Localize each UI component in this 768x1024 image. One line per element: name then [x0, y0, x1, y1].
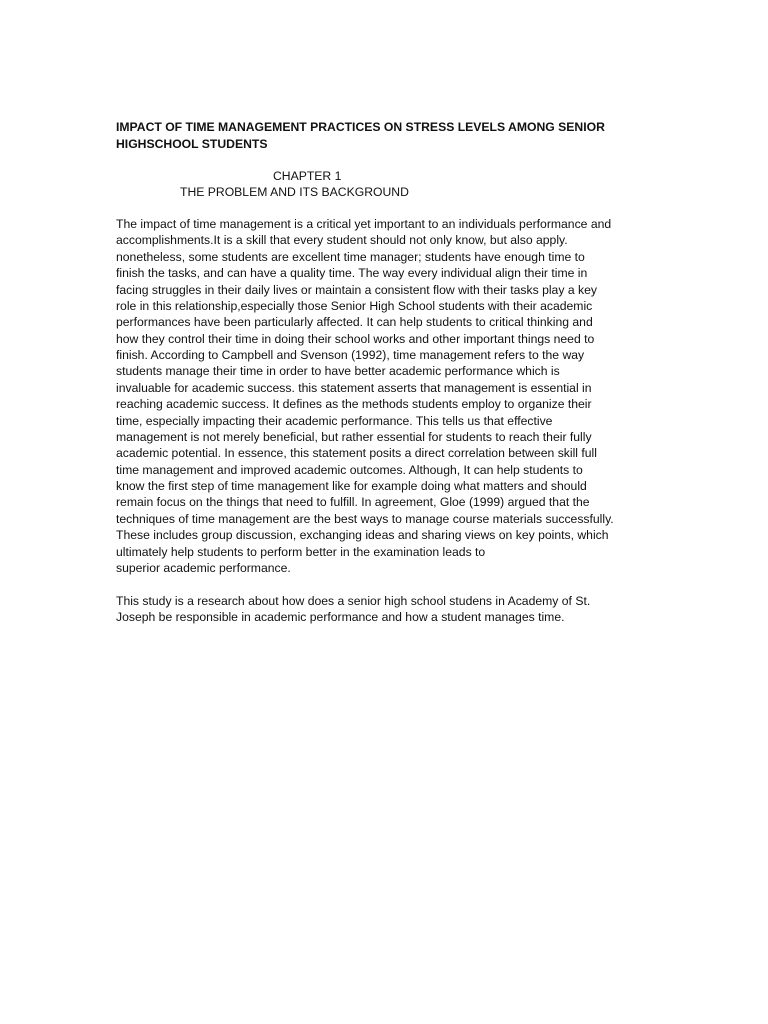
document-title: [116, 119, 636, 152]
paragraph-line: students manage their time in order to have better academic performance which is: [116, 364, 560, 379]
paragraph-spacer: [116, 576, 661, 592]
paragraph-line: performances have been particularly affected. It can help students to critical thinking and: [116, 315, 593, 330]
paragraph-line: Joseph be responsible in academic performance and how a student manages time.: [116, 609, 565, 624]
paragraph-line: reaching academic success. It defines as the methods students employ to organize their: [116, 397, 592, 412]
paragraph-line: techniques of time management are the best ways to manage course materials successfully.: [116, 511, 614, 526]
chapter-heading: [116, 168, 636, 200]
paragraph-line: accomplishments.It is a skill that every student should not only know, but also apply.: [116, 233, 568, 248]
paragraph-1: [116, 216, 661, 576]
chapter-title: THE PROBLEM AND ITS BACKGROUND: [180, 185, 409, 199]
paragraph-line: nonetheless, some students are excellent time manager; students have enough time to: [116, 249, 585, 264]
paragraph-line: This study is a research about how does a senior high school studens in Academy of St.: [116, 593, 591, 608]
paragraph-line: finish. According to Campbell and Svenson (1992), time management refers to the way: [116, 348, 585, 362]
document-title-line-1: IMPACT OF TIME MANAGEMENT PRACTICES ON STRESS LEVELS AMONG SENIOR: [116, 120, 605, 134]
paragraph-line: management is not merely beneficial, but rather essential for students to reach their fully: [116, 429, 592, 444]
paragraph-line: remain focus on the things that need to fulfill. In agreement, Gloe (1999) argued that the: [116, 495, 590, 510]
paragraph-line: These includes group discussion, exchanging ideas and sharing views on key points, which: [116, 528, 609, 543]
paragraph-line: role in this relationship,especially those Senior High School students with their academic: [116, 298, 593, 313]
paragraph-line: academic potential. In essence, this statement posits a direct correlation between skill full: [116, 446, 597, 461]
paragraph-line: time management and improved academic outcomes. Although, It can help students to: [116, 462, 583, 477]
chapter-number: CHAPTER 1: [273, 169, 342, 183]
paragraph-line: ultimately help students to perform better in the examination leads to: [116, 544, 486, 559]
paragraph-line: facing struggles in their daily lives or maintain a consistent flow with their tasks play a key: [116, 282, 597, 297]
document-title-line-2: HIGHSCHOOL STUDENTS: [116, 136, 268, 151]
paragraph-2: [116, 593, 661, 626]
paragraph-line: superior academic performance.: [116, 560, 291, 575]
body-text: [116, 216, 661, 625]
paragraph-line: how they control their time in doing their school works and other important things need to: [116, 331, 595, 346]
paragraph-line: invaluable for academic success. this statement asserts that management is essential in: [116, 380, 592, 395]
paragraph-line: finish the tasks, and can have a quality time. The way every individual align their time in: [116, 266, 588, 281]
paragraph-line: know the first step of time management like for example doing what matters and should: [116, 479, 587, 493]
paragraph-line: The impact of time management is a critical yet important to an individuals performance and: [116, 217, 612, 231]
paragraph-line: time, especially impacting their academic performance. This tells us that effective: [116, 413, 553, 428]
